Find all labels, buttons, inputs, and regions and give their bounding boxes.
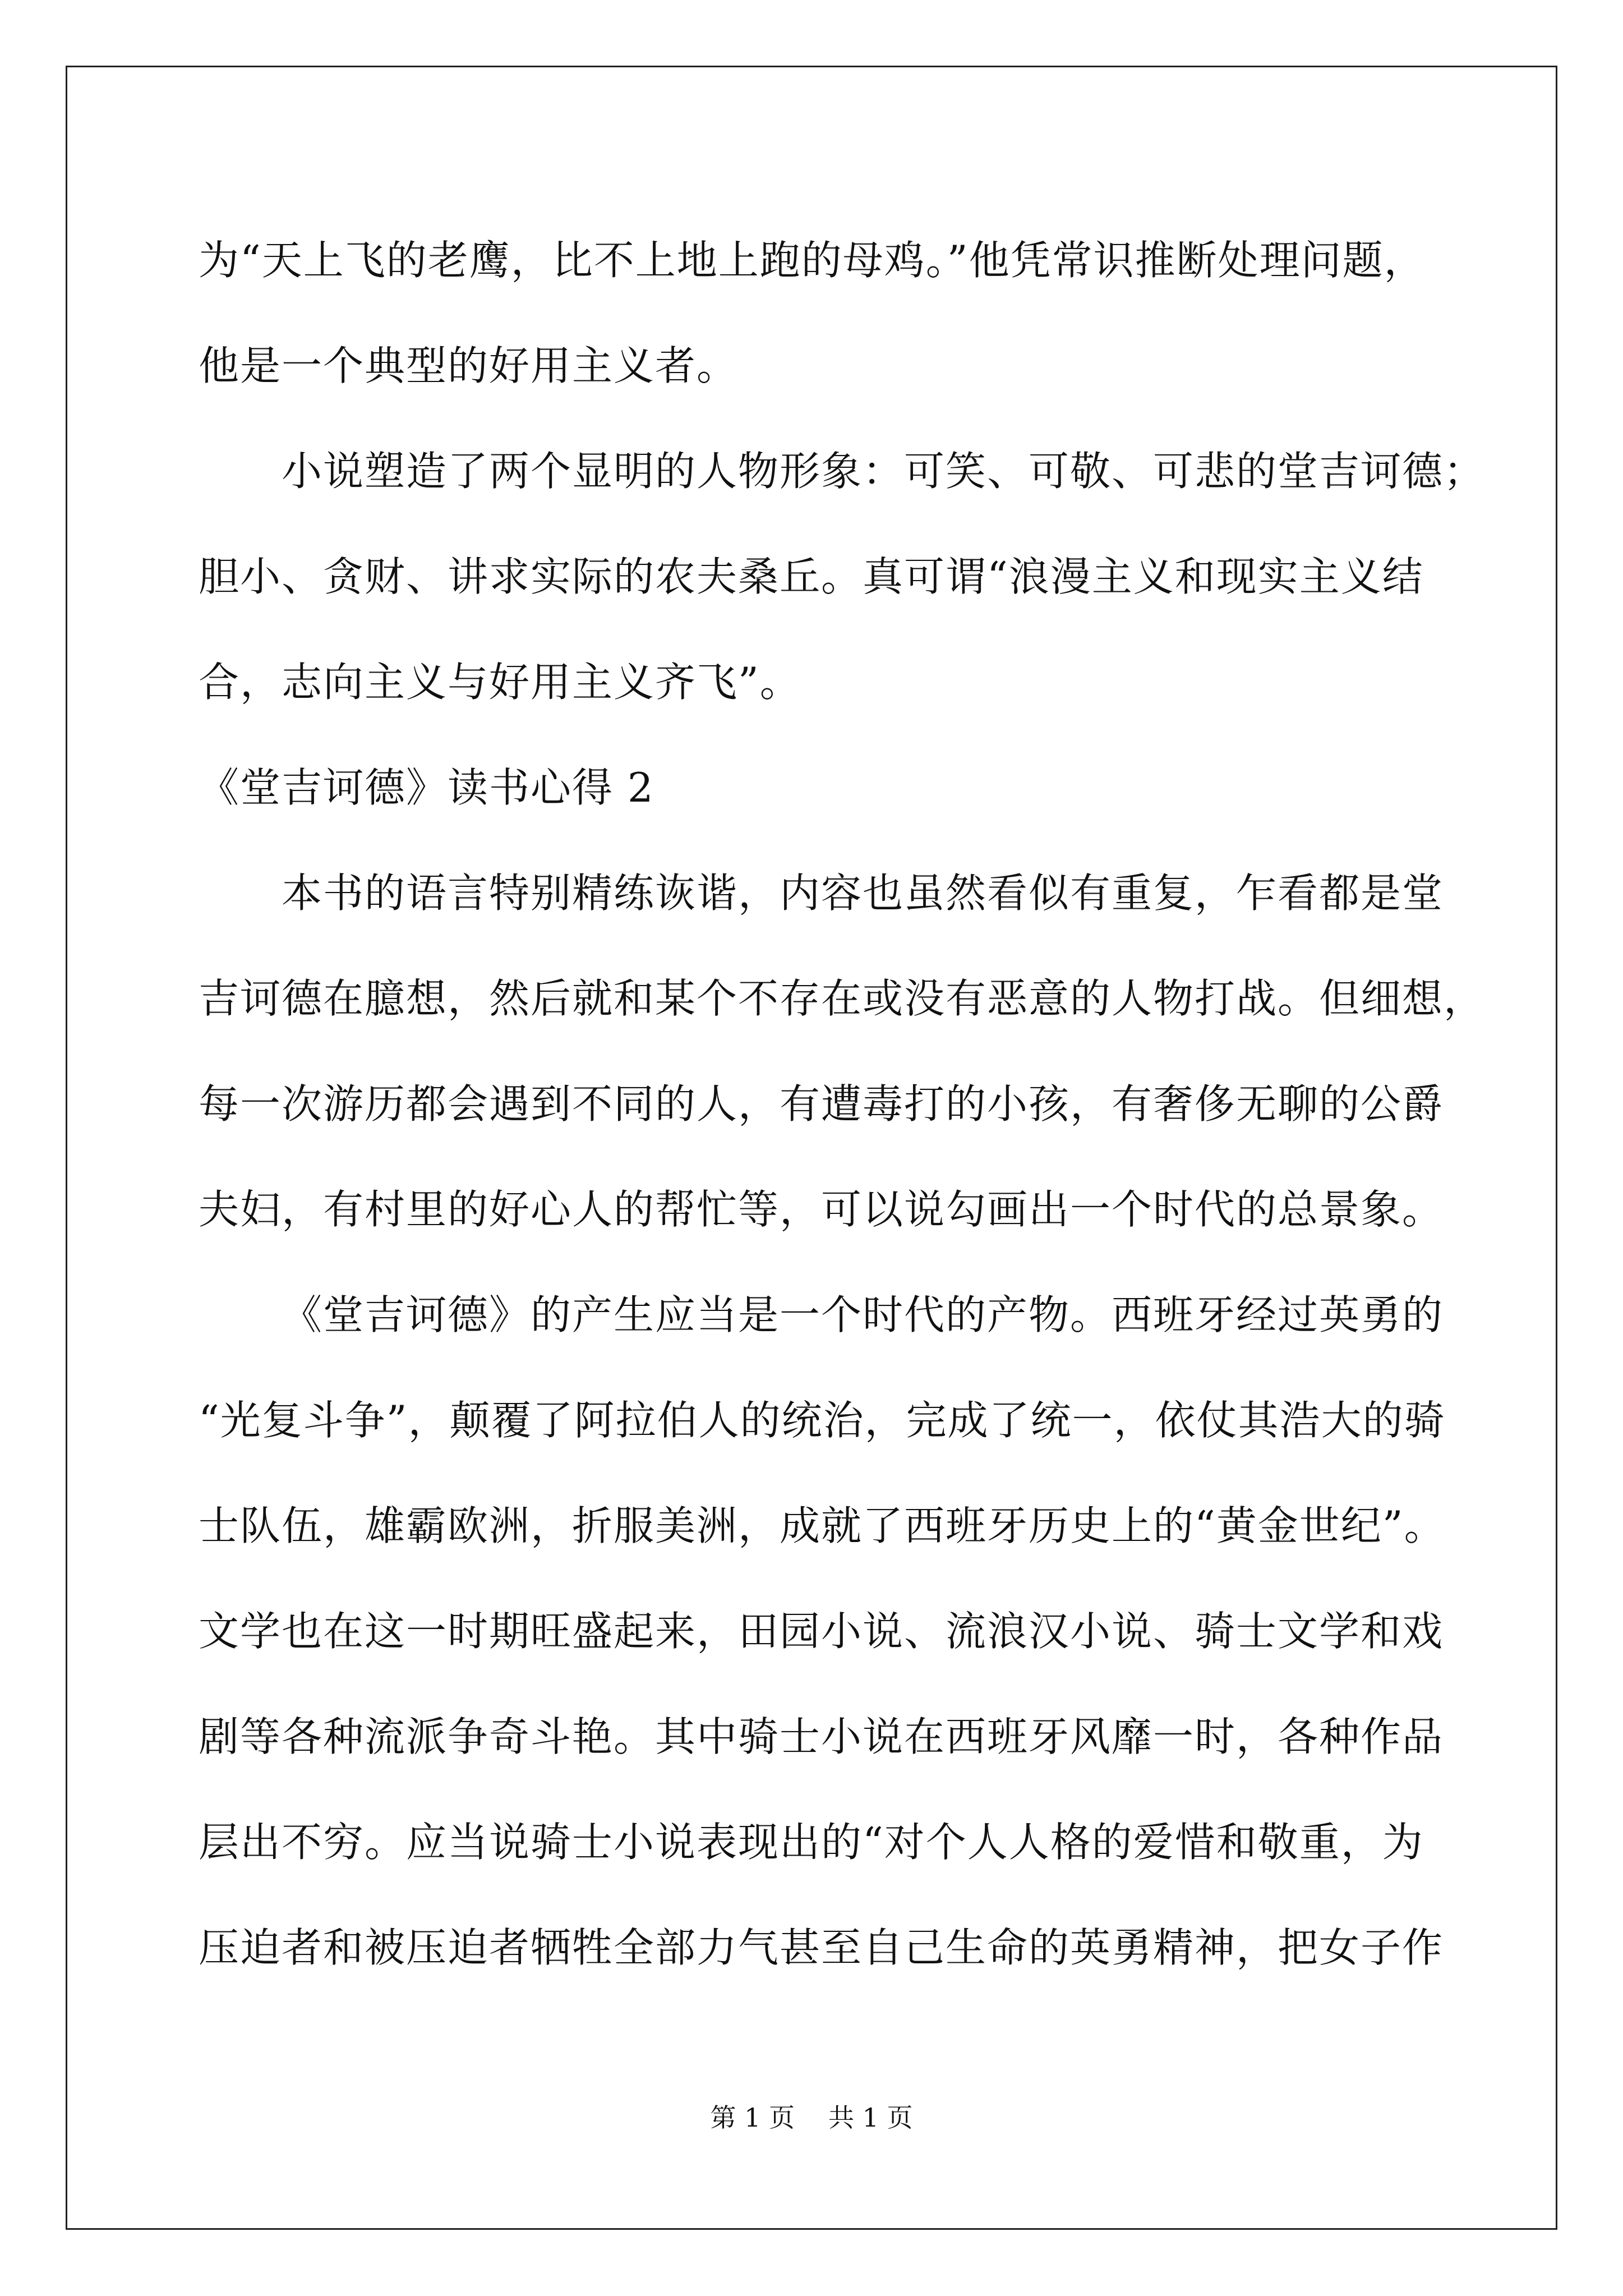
text-line-13: 士队伍，雄霸欧洲，折服美洲，成就了西班牙历史上的“黄金世纪”。 [199, 1502, 1446, 1549]
text-line-2: 他是一个典型的好用主义者。 [199, 342, 739, 389]
text-line-14: 文学也在这一时期旺盛起来，田园小说、流浪汉小说、骑士文学和戏 [199, 1608, 1444, 1655]
page-number-current: 第 1 页 [710, 2102, 795, 2133]
text-line-15: 剧等各种流派争奇斗艳。其中骑士小说在西班牙风靡一时，各种作品 [199, 1713, 1444, 1760]
document-body [199, 208, 1486, 2000]
text-line-17: 压迫者和被压迫者牺牲全部力气甚至自己生命的英勇精神，把女子作 [199, 1924, 1444, 1971]
text-line-1: 为“天上飞的老鹰，比不上地上跑的母鸡。”他凭常识推断处理问题， [199, 237, 1426, 284]
text-line-8: 吉诃德在臆想，然后就和某个不存在或没有恶意的人物打战。但细想， [199, 975, 1486, 1022]
text-line-7: 本书的语言特别精练诙谐，内容也虽然看似有重复，乍看都是堂 [282, 869, 1444, 917]
text-line-4: 胆小、贪财、讲求实际的农夫桑丘。真可谓“浪漫主义和现实主义结 [199, 553, 1424, 600]
text-line-16: 层出不穷。应当说骑士小说表现出的“对个人人格的爱惜和敬重，为 [199, 1819, 1424, 1866]
text-line-3: 小说塑造了两个显明的人物形象：可笑、可敬、可悲的堂吉诃德； [282, 448, 1486, 495]
text-line-10: 夫妇，有村里的好心人的帮忙等，可以说勾画出一个时代的总景象。 [199, 1186, 1444, 1233]
text-line-11: 《堂吉诃德》的产生应当是一个时代的产物。西班牙经过英勇的 [282, 1291, 1444, 1338]
text-line-12: “光复斗争”，颠覆了阿拉伯人的统治，完成了统一，依仗其浩大的骑 [199, 1397, 1446, 1444]
section-heading: 《堂吉诃德》读书心得 2 [199, 764, 654, 811]
page-footer [0, 2101, 1623, 2134]
page-number-total: 共 1 页 [828, 2102, 913, 2133]
text-line-9: 每一次游历都会遇到不同的人，有遭毒打的小孩，有奢侈无聊的公爵 [199, 1080, 1444, 1128]
text-line-5: 合，志向主义与好用主义齐飞”。 [199, 659, 801, 706]
